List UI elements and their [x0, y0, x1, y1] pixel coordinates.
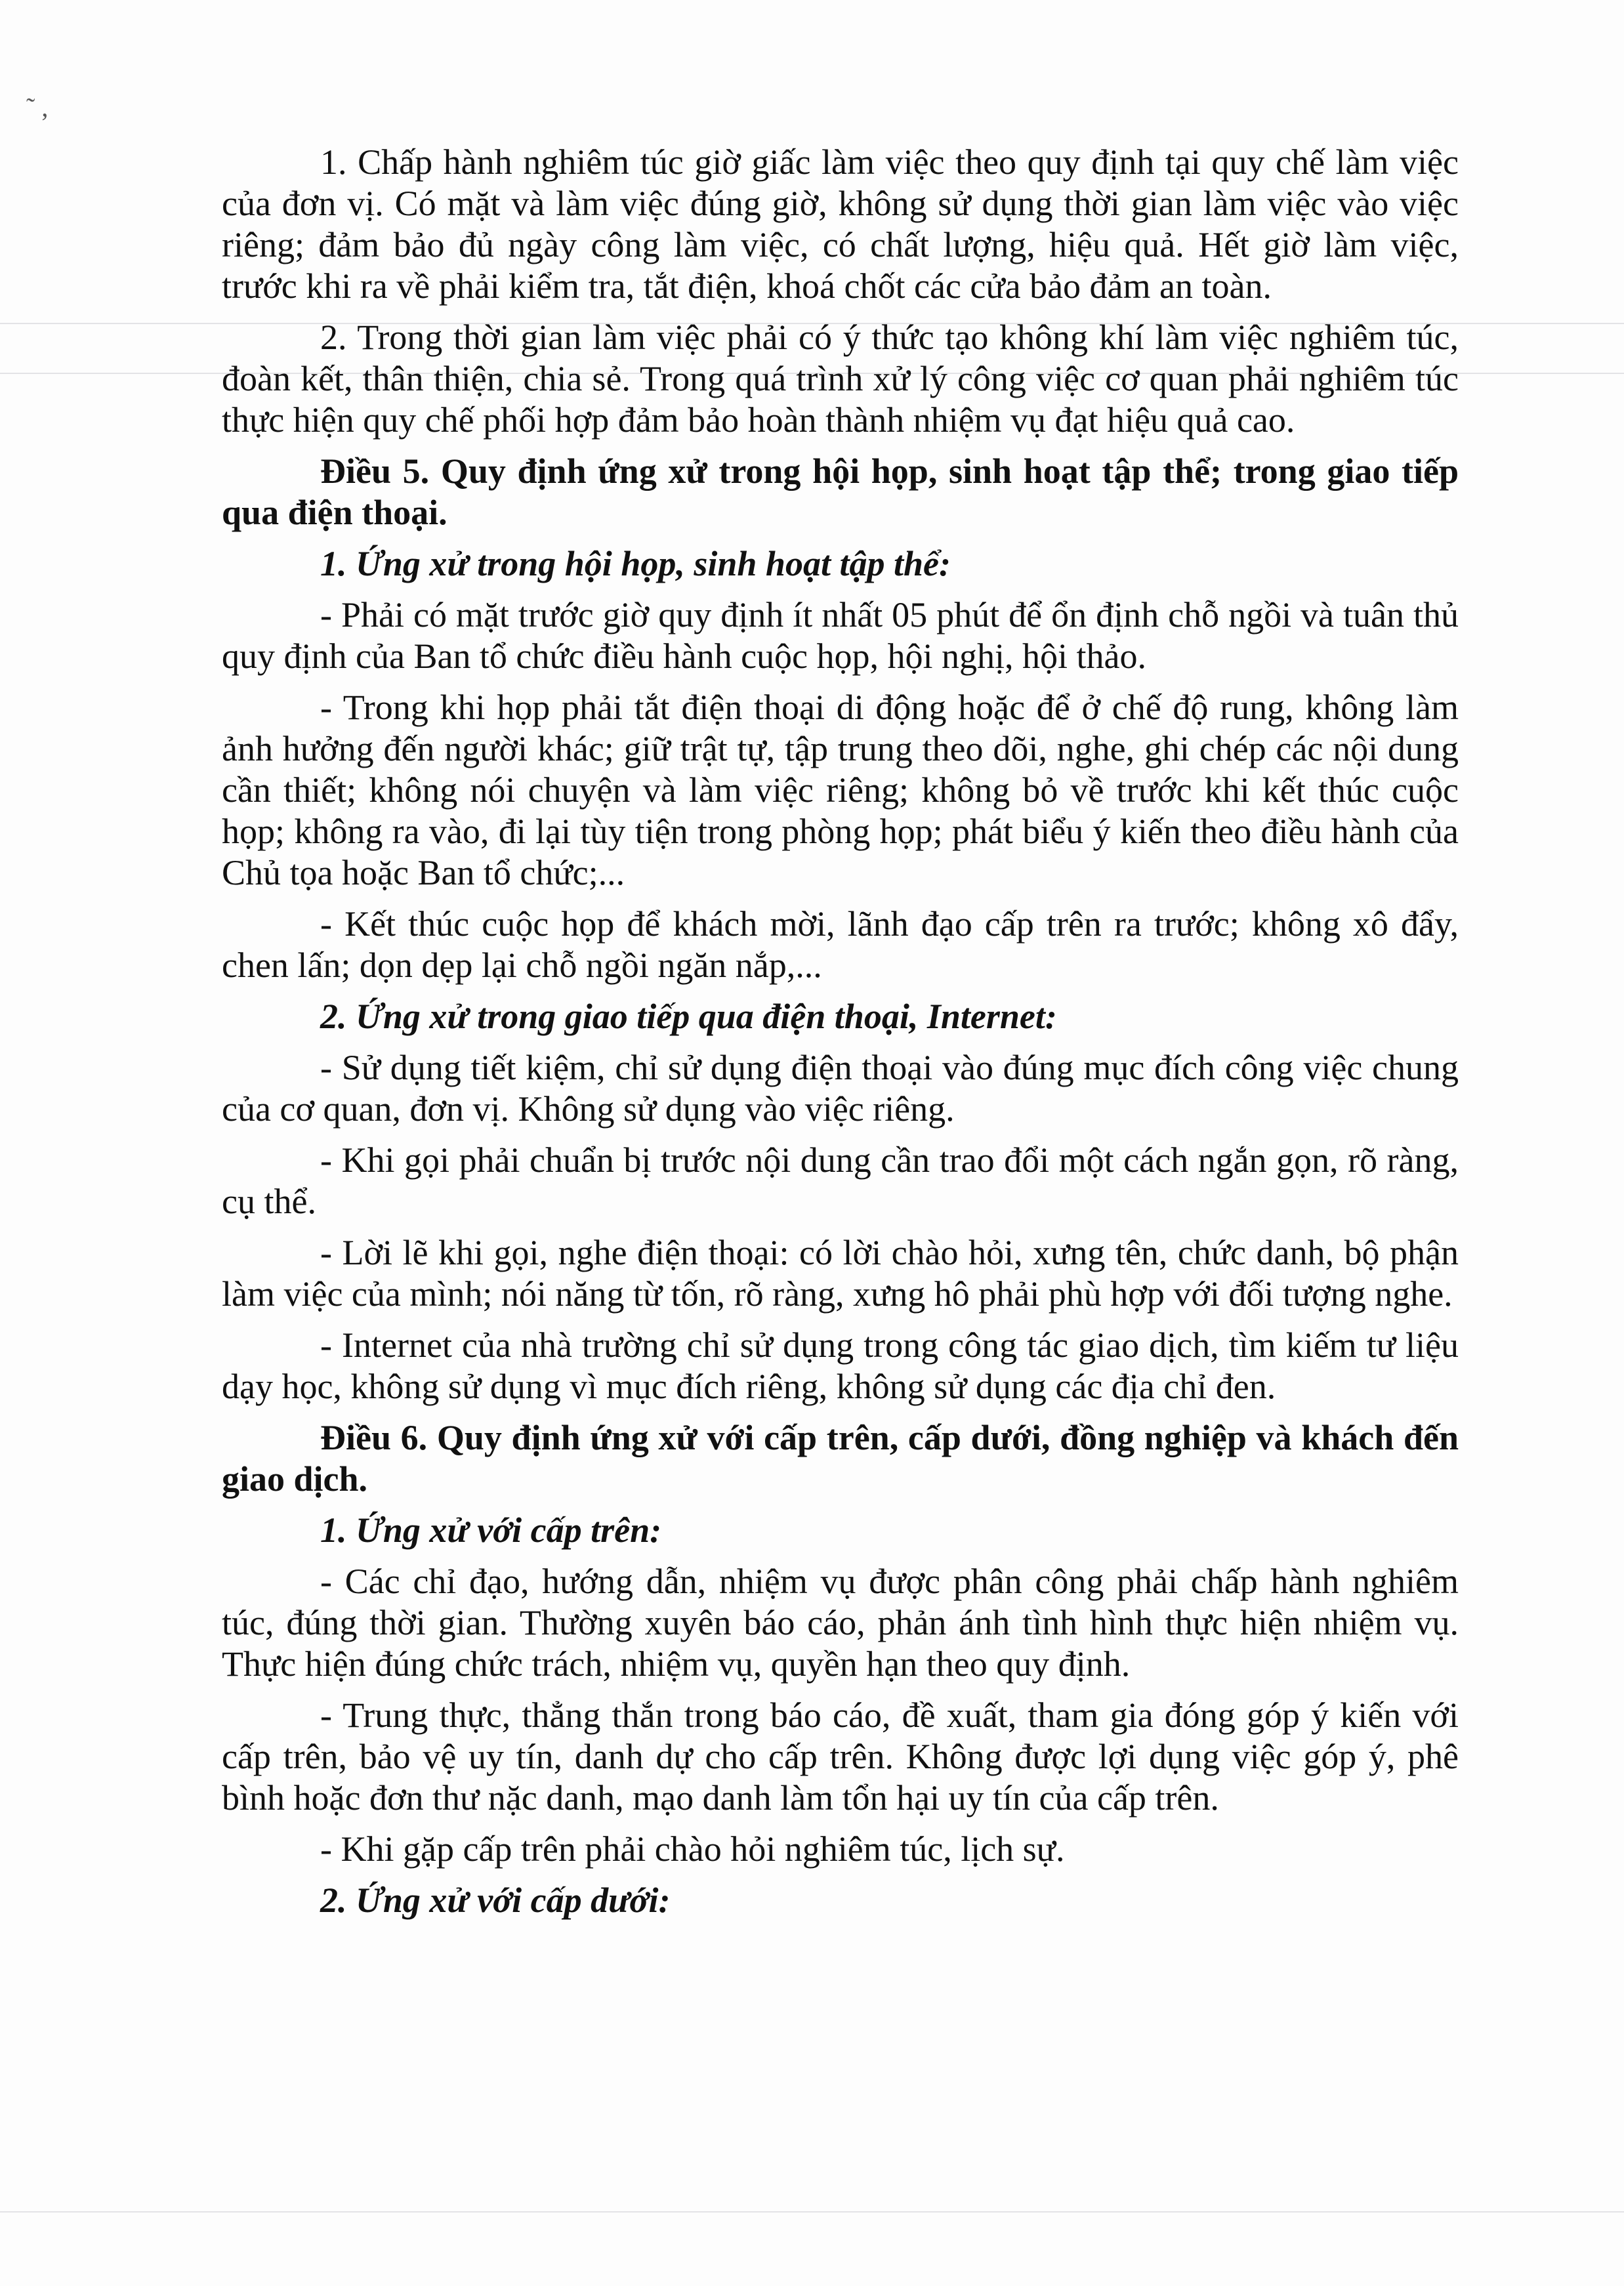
list-item: - Lời lẽ khi gọi, nghe điện thoại: có lời chào hỏi, xưng tên, chức danh, bộ phận làm việc của mình; nói năng từ tốn, rõ ràng, xưng hô phải phù hợp với đối tượng nghe. [222, 1233, 1459, 1314]
article-6-subheading-1: 1. Ứng xử với cấp trên: [320, 1510, 662, 1550]
article-5-heading: Điều 5. Quy định ứng xử trong hội họp, sinh hoạt tập thể; trong giao tiếp qua điện thoại. [222, 451, 1459, 532]
list-item: - Khi gặp cấp trên phải chào hỏi nghiêm túc, lịch sự. [320, 1829, 1065, 1869]
list-item: - Khi gọi phải chuẩn bị trước nội dung cần trao đổi một cách ngắn gọn, rõ ràng, cụ thể. [222, 1140, 1459, 1221]
list-item: - Trong khi họp phải tắt điện thoại di động hoặc để ở chế độ rung, không làm ảnh hưởng đến người khác; giữ trật tự, tập trung theo dõi, nghe, ghi chép các nội dung cần thiết; không nói chuyện và làm việc riêng; không bỏ về trước khi kết thúc cuộc họp; không ra vào, đi lại tùy tiện trong phòng họp; phát biểu ý kiến theo điều hành của Chủ tọa hoặc Ban tổ chức;... [222, 688, 1459, 892]
paragraph-clause-2: 2. Trong thời gian làm việc phải có ý thức tạo không khí làm việc nghiêm túc, đoàn kết, thân thiện, chia sẻ. Trong quá trình xử lý công việc cơ quan phải nghiêm túc thực hiện quy chế phối hợp đảm bảo hoàn thành nhiệm vụ đạt hiệu quả cao. [222, 318, 1459, 440]
article-5-subheading-1: 1. Ứng xử trong hội họp, sinh hoạt tập thể: [320, 544, 951, 583]
article-5-subheading-2: 2. Ứng xử trong giao tiếp qua điện thoại, Internet: [320, 997, 1057, 1036]
list-item: - Sử dụng tiết kiệm, chỉ sử dụng điện thoại vào đúng mục đích công việc chung của cơ quan, đơn vị. Không sử dụng vào việc riêng. [222, 1048, 1459, 1129]
list-item: - Trung thực, thẳng thắn trong báo cáo, đề xuất, tham gia đóng góp ý kiến với cấp trên, bảo vệ uy tín, danh dự cho cấp trên. Không được lợi dụng việc góp ý, phê bình hoặc đơn thư nặc danh, mạo danh làm tổn hại uy tín của cấp trên. [222, 1695, 1459, 1818]
scan-corner-mark: ˜ , [26, 93, 49, 122]
list-item: - Internet của nhà trường chỉ sử dụng trong công tác giao dịch, tìm kiếm tư liệu dạy học, không sử dụng vì mục đích riêng, không sử dụng các địa chỉ đen. [222, 1325, 1459, 1406]
article-6-heading: Điều 6. Quy định ứng xử với cấp trên, cấp dưới, đồng nghiệp và khách đến giao dịch. [222, 1418, 1459, 1499]
scan-artifact-line [0, 2211, 1624, 2213]
list-item: - Các chỉ đạo, hướng dẫn, nhiệm vụ được phân công phải chấp hành nghiêm túc, đúng thời gian. Thường xuyên báo cáo, phản ánh tình hình thực hiện nhiệm vụ. Thực hiện đúng chức trách, nhiệm vụ, quyền hạn theo quy định. [222, 1562, 1459, 1684]
document-body [222, 142, 1459, 1931]
paragraph-clause-1: 1. Chấp hành nghiêm túc giờ giấc làm việc theo quy định tại quy chế làm việc của đơn vị. Có mặt và làm việc đúng giờ, không sử dụng thời gian làm việc vào việc riêng; đảm bảo đủ ngày công làm việc, có chất lượng, hiệu quả. Hết giờ làm việc, trước khi ra về phải kiểm tra, tắt điện, khoá chốt các cửa bảo đảm an toàn. [222, 142, 1459, 306]
list-item: - Kết thúc cuộc họp để khách mời, lãnh đạo cấp trên ra trước; không xô đẩy, chen lấn; dọn dẹp lại chỗ ngồi ngăn nắp,... [222, 904, 1459, 985]
article-6-subheading-2: 2. Ứng xử với cấp dưới: [320, 1881, 671, 1920]
list-item: - Phải có mặt trước giờ quy định ít nhất 05 phút để ổn định chỗ ngồi và tuân thủ quy định của Ban tổ chức điều hành cuộc họp, hội nghị, hội thảo. [222, 595, 1459, 676]
